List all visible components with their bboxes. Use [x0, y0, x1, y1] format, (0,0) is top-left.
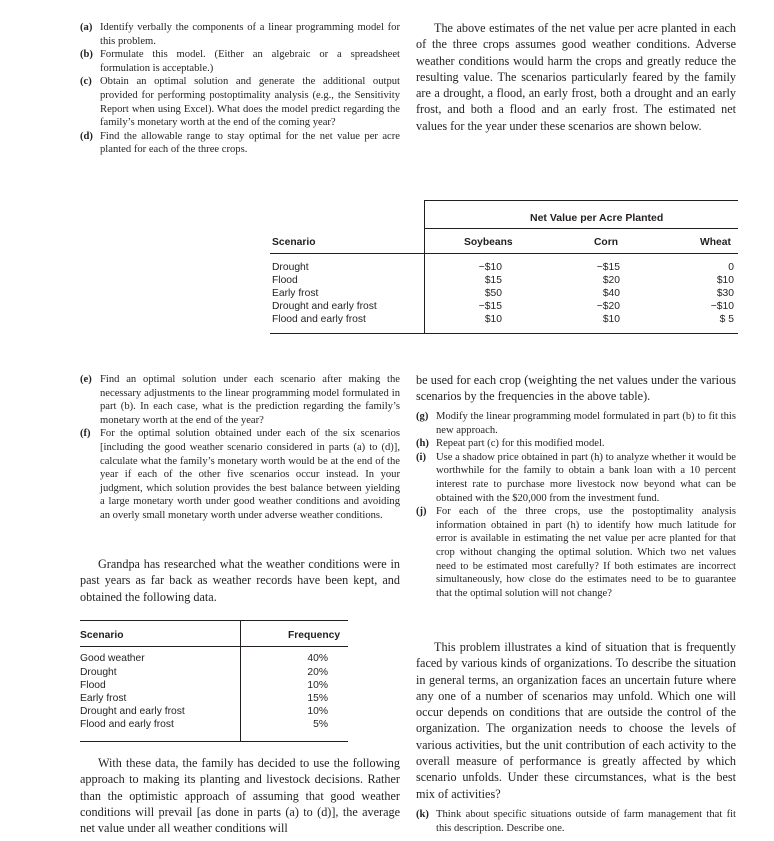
table-row: Flood and early frost: [80, 719, 174, 730]
freq-frequency-header: Frequency: [288, 630, 341, 641]
soybeans-header: Soybeans: [464, 237, 513, 248]
table-row: Flood: [80, 680, 106, 691]
soybeans-value: $15: [484, 275, 502, 286]
table-top-rule: [424, 200, 738, 201]
wheat-value: $ 5: [719, 314, 734, 325]
freq-header-rule: [80, 646, 348, 647]
table-row: Flood and early frost: [272, 314, 366, 325]
freq-top-rule: [80, 620, 348, 621]
part-text: Repeat part (c) for this modified model.: [436, 438, 605, 450]
part-b: [80, 48, 400, 75]
weather-paragraph: The above estimates of the net value per acre planted in each of the three crops assumes good weather conditions. Adverse weather conditions would harm the crops and greatly reduce the resulting value. The scenarios particularly feared by the family are a drought, a flood, an early frost, both a drought and an early frost, and both a flood and an early frost. The estimated net values for the year under these scenarios are shown below.: [416, 21, 736, 133]
frequency-value: 40%: [307, 653, 328, 664]
part-k: [416, 808, 736, 835]
part-label: (a): [80, 22, 93, 33]
part-text: Obtain an optimal solution and generate the additional output provided for performing postoptimality analysis (e.g., the Sensitivity Report when using Excel). What does the model predict regarding the family’s monetary worth at the end of the coming year?: [100, 76, 400, 129]
part-h: [416, 437, 736, 451]
part-label: (c): [80, 76, 92, 88]
part-d: [80, 130, 400, 157]
frequency-value: 20%: [307, 667, 328, 678]
group-header: Net Value per Acre Planted: [530, 212, 664, 224]
part-label: (k): [416, 809, 429, 820]
part-label: (j): [416, 506, 427, 518]
soybeans-value: −$10: [478, 262, 502, 273]
table-row: Drought and early frost: [80, 706, 185, 717]
parts-a-to-d: [80, 21, 400, 157]
part-text: Formulate this model. (Either an algebraic or a spreadsheet formulation is acceptable.): [100, 49, 400, 74]
part-text: For the optimal solution obtained under each of the six scenarios [including the good weather scenario considered in parts (a) to (d)], calculate what the family’s monetary worth would be at the end of the year if each of the other five scenarios occur instead. In your judgment, which solution provides the best balance between yielding a large monetary worth under good weather conditions and avoiding an overly small monetary worth under adverse weather conditions.: [100, 428, 400, 521]
part-text: For each of the three crops, use the postoptimality analysis information obtained in part (h) to identify how much latitude for error is available in estimating the net value per acre planted for that crop without changing the optimal solution. Which two net values need to be estimated most carefully? If both estimates are incorrect simultaneously, how close do the estimates need to be to guarantee that the optimal solution will not change?: [436, 506, 736, 599]
table-row: Drought: [80, 667, 117, 678]
table-bottom-rule: [270, 333, 738, 334]
scenario-header: Scenario: [272, 237, 316, 248]
part-text: Find an optimal solution under each scenario after making the necessary adjustments to the linear programming model formulated in part (b). In each case, what is the prediction regarding the family’s monetary worth at the end of the year?: [100, 374, 400, 426]
part-e: [80, 373, 400, 427]
header-rule: [270, 253, 738, 254]
part-label: (b): [80, 49, 93, 61]
part-label: (d): [80, 130, 93, 142]
parts-e-to-f: [80, 373, 400, 523]
part-f: [80, 427, 400, 522]
group-header-rule: [424, 228, 738, 229]
table-row: Drought: [272, 262, 309, 273]
part-label: (h): [416, 438, 429, 450]
corn-value: $40: [602, 288, 620, 299]
wheat-value: 0: [728, 262, 734, 273]
part-text: Modify the linear programming model formulated in part (b) to fit this new approach.: [436, 411, 736, 436]
corn-value: $20: [602, 275, 620, 286]
corn-value: −$20: [596, 301, 620, 312]
table-row: Good weather: [80, 653, 145, 664]
wheat-header: Wheat: [700, 237, 731, 248]
corn-header: Corn: [594, 237, 619, 248]
corn-value: $10: [602, 314, 620, 325]
table-row: Flood: [272, 275, 298, 286]
frequency-value: 10%: [307, 680, 328, 691]
part-label: (e): [80, 374, 92, 385]
part-i: [416, 451, 736, 505]
freq-vertical-rule: [240, 620, 241, 742]
frequency-table: [80, 620, 348, 742]
illustrates-paragraph: This problem illustrates a kind of situation that is frequently faced by various kinds of organizations. To describe the situation in general terms, an organization faces an uncertain future where any one of a number of scenarios may unfold. Which one will occur depends on conditions that are outside the control of the organization. The organization needs to choose the levels of various activities, but the unit contribution of each activity to the overall measure of performance is greatly affected by which scenario unfolds. Under these circumstances, what is the best mix of activities?: [416, 640, 736, 801]
table-row: Early frost: [80, 693, 127, 704]
net-value-table: [270, 200, 738, 340]
approach-paragraph: With these data, the family has decided to use the following approach to making its planting and livestock decisions. Rather than the optimistic approach of assuming that good weather conditions will prevail [as done in parts (a) to (d)], the average net value under all weather conditions will: [80, 756, 400, 836]
wheat-value: $30: [716, 288, 734, 299]
part-label: (i): [416, 451, 426, 463]
part-g: [416, 410, 736, 437]
part-c: [80, 75, 400, 129]
parts-g-to-j: [416, 410, 736, 600]
soybeans-value: −$15: [478, 301, 502, 312]
wheat-value: −$10: [710, 301, 734, 312]
frequency-value: 15%: [307, 693, 328, 704]
part-label: (g): [416, 411, 429, 422]
part-text: Identify verbally the components of a linear programming model for this problem.: [100, 22, 400, 47]
wheat-value: $10: [716, 275, 734, 286]
soybeans-value: $10: [484, 314, 502, 325]
part-text: Find the allowable range to stay optimal for the net value per acre planted for each of the three crops.: [100, 130, 400, 156]
table-row: Early frost: [272, 288, 319, 299]
table-vertical-rule: [424, 200, 425, 333]
frequency-value: 5%: [313, 719, 328, 730]
part-text: Use a shadow price obtained in part (h) to analyze whether it would be worthwhile for the family to obtain a bank loan with a 10 percent interest rate to purchase more livestock now beyond what can be obtained with the $20,000 from the investment fund.: [436, 451, 736, 504]
freq-scenario-header: Scenario: [80, 630, 124, 641]
continuation-paragraph: be used for each crop (weighting the net values under the various scenarios by the frequencies in the above table).: [416, 373, 736, 404]
corn-value: −$15: [596, 262, 620, 273]
part-k-block: [416, 808, 736, 835]
grandpa-paragraph: Grandpa has researched what the weather conditions were in past years as far back as weather records have been kept, and obtained the following data.: [80, 557, 400, 604]
table-row: Drought and early frost: [272, 301, 377, 312]
part-text: Think about specific situations outside of farm management that fit this description. Describe one.: [436, 809, 736, 834]
frequency-value: 10%: [307, 706, 328, 717]
part-label: (f): [80, 428, 91, 440]
part-j: [416, 505, 736, 600]
soybeans-value: $50: [484, 288, 502, 299]
part-a: [80, 21, 400, 48]
freq-bottom-rule: [80, 741, 348, 742]
